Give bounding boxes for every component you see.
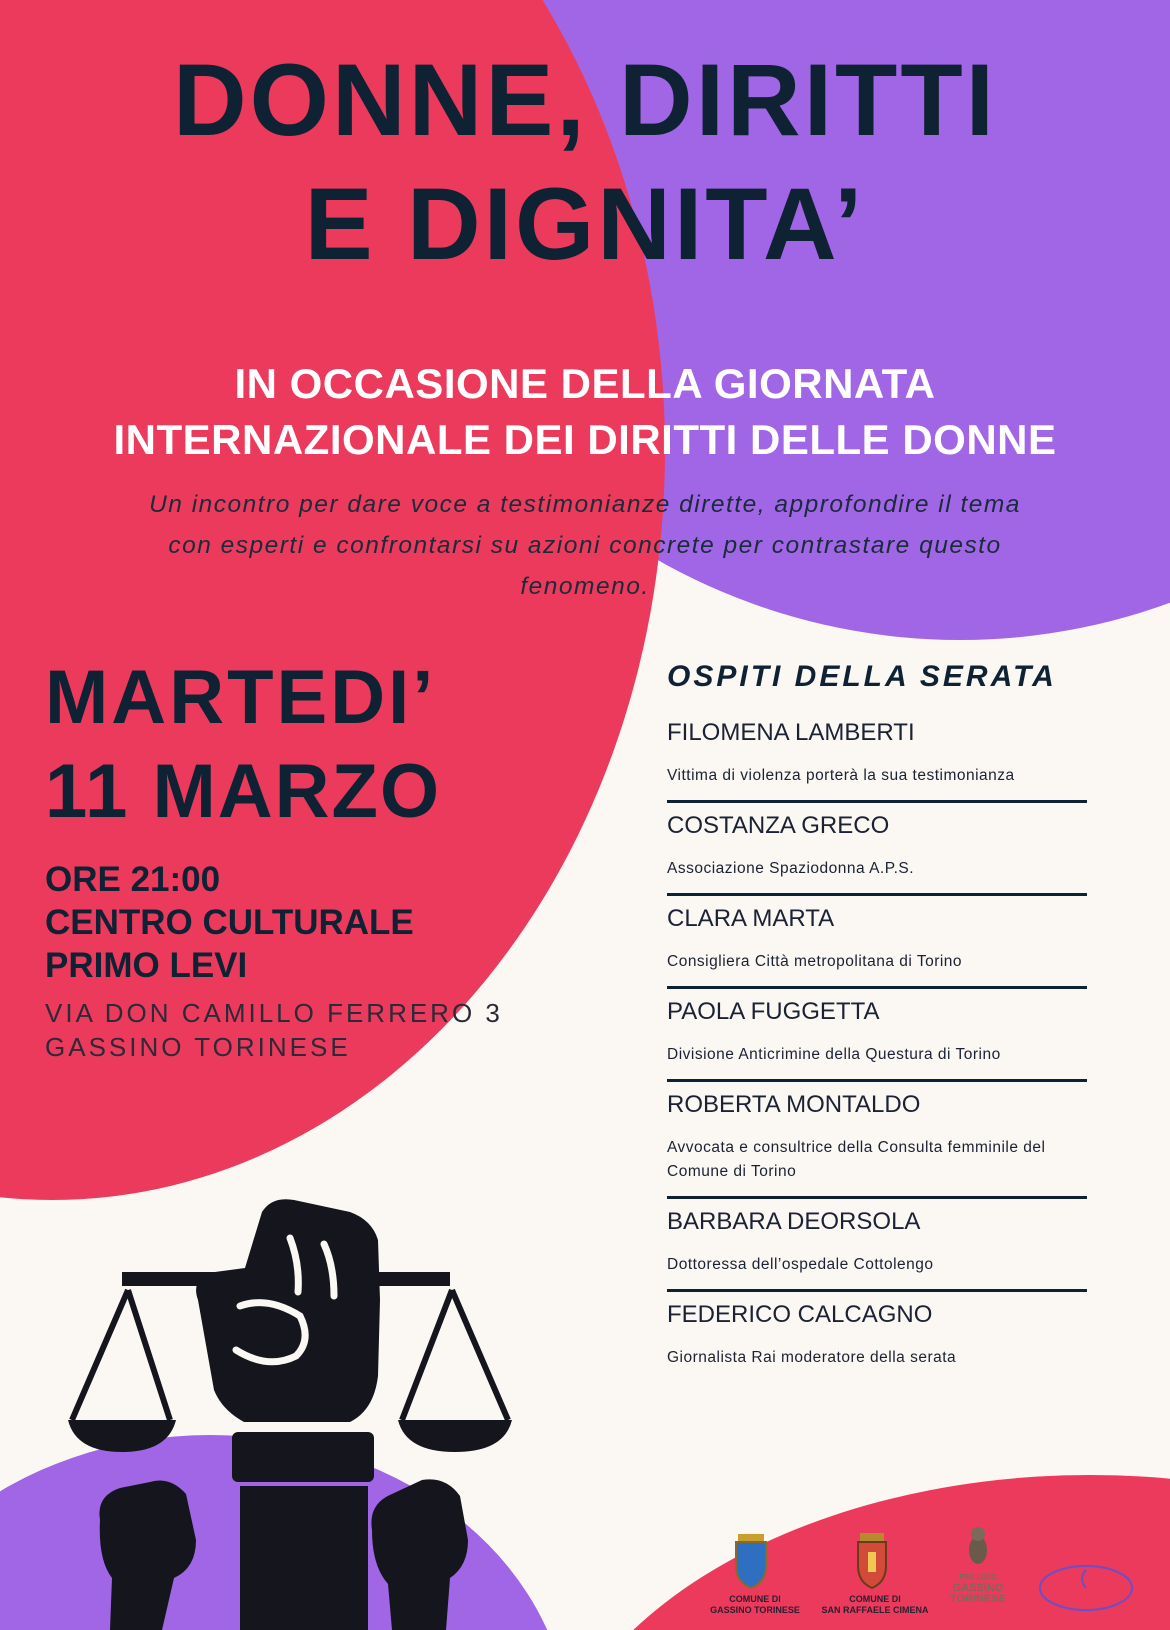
guest-role: Dottoressa dell’ospedale Cottolengo <box>667 1256 934 1273</box>
scale-left-string <box>72 1290 128 1420</box>
subtitle-line-1: IN OCCASIONE DELLA GIORNATA <box>234 360 936 407</box>
address-line-2: GASSINO TORINESE <box>45 1032 351 1062</box>
guest-name: CLARA MARTA <box>667 905 835 932</box>
arm <box>240 1486 368 1630</box>
guests-heading: OSPITI DELLA SERATA <box>667 660 1057 693</box>
pro-loco-figure-icon <box>969 1527 987 1564</box>
logo-pro-loco-line-2: GASSINO <box>952 1582 1004 1594</box>
logo-pro-loco-line-3: TORINESE <box>949 1593 1007 1605</box>
logo-san-raffaele-line-1: COMUNE DI <box>849 1594 901 1604</box>
venue-name-line-1: CENTRO CULTURALE <box>45 903 414 942</box>
scale-left-pan <box>68 1420 176 1452</box>
logo-gassino-line-1: COMUNE DI <box>729 1594 781 1604</box>
event-time: ORE 21:00 <box>45 860 221 899</box>
logo-label-pro-loco <box>940 1572 1016 1605</box>
logo-label-gassino <box>700 1594 810 1616</box>
title-line-2: E DIGNITA’ <box>304 167 866 281</box>
guest-role: Avvocata e consultrice della Consulta femminile del Comune di Torino <box>667 1139 1046 1180</box>
guest-role: Vittima di violenza porterà la sua testimonianza <box>667 767 1015 784</box>
scale-right-string <box>402 1290 452 1420</box>
guest-name: COSTANZA GRECO <box>667 812 890 839</box>
guest-name: BARBARA DEORSOLA <box>667 1208 921 1235</box>
event-weekday: MARTEDI’ <box>45 655 437 740</box>
logo-san-raffaele-line-2: SAN RAFFAELE CIMENA <box>821 1605 929 1615</box>
title-line-1: DONNE, DIRITTI <box>173 43 997 157</box>
guest-name: ROBERTA MONTALDO <box>667 1091 921 1118</box>
wrist-cuff <box>232 1432 374 1482</box>
venue-name-line-2: PRIMO LEVI <box>45 946 248 985</box>
association-oval-logo-icon <box>1040 1566 1132 1610</box>
guest-role: Associazione Spaziodonna A.P.S. <box>667 860 915 877</box>
san-raffaele-coat-of-arms-icon <box>858 1533 886 1588</box>
small-fist-right <box>371 1479 468 1630</box>
scale-right-string <box>452 1290 508 1420</box>
logo-gassino-line-2: GASSINO TORINESE <box>710 1605 800 1615</box>
address-line-1: VIA DON CAMILLO FERRERO 3 <box>45 998 503 1028</box>
guest-role: Consigliera Città metropolitana di Torino <box>667 953 963 970</box>
logo-pro-loco-line-1: PRO LOCO <box>959 1574 997 1581</box>
guest-name: FEDERICO CALCAGNO <box>667 1301 933 1328</box>
guest-name: PAOLA FUGGETTA <box>667 998 880 1025</box>
guest-name: FILOMENA LAMBERTI <box>667 719 915 746</box>
intro-text: Un incontro per dare voce a testimonianze dirette, approfondire il tema con esperti e confrontarsi su azioni concrete per contrastare questo fenomeno. <box>149 491 1021 600</box>
guest-role: Giornalista Rai moderatore della serata <box>667 1349 957 1366</box>
scale-left-string <box>128 1290 170 1420</box>
logo-label-san-raffaele <box>815 1594 935 1616</box>
guest-role: Divisione Anticrimine della Questura di Torino <box>667 1046 1001 1063</box>
subtitle-line-2: INTERNAZIONALE DEI DIRITTI DELLE DONNE <box>113 416 1057 463</box>
gassino-coat-of-arms-icon <box>736 1534 766 1588</box>
small-fist-left <box>99 1481 196 1630</box>
scale-right-pan <box>398 1420 512 1452</box>
event-date: 11 MARZO <box>45 749 442 834</box>
